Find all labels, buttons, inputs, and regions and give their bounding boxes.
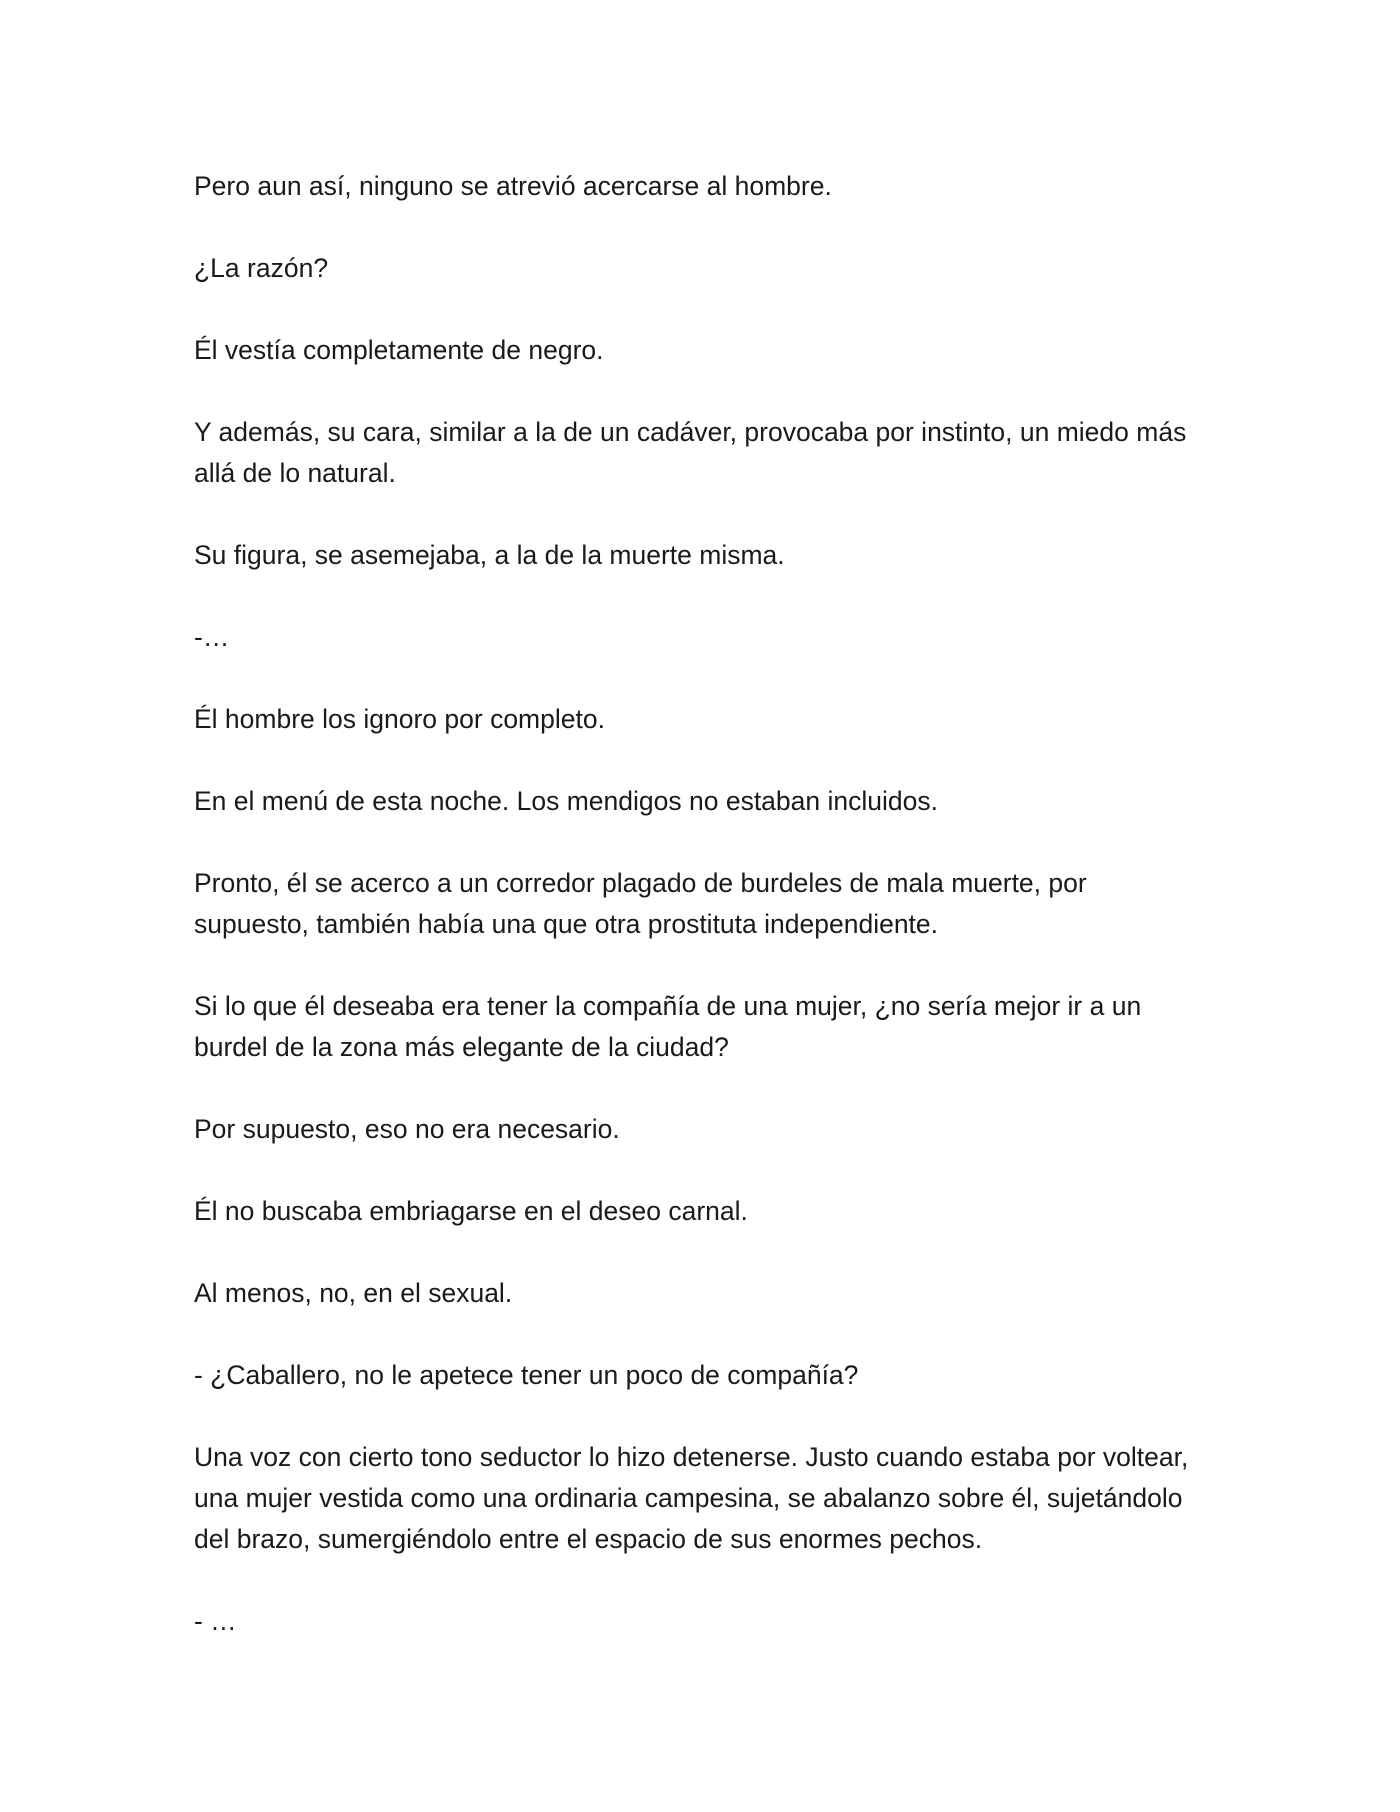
paragraph: Una voz con cierto tono seductor lo hizo detenerse. Justo cuando estaba por voltear, una mujer vestida como una ordinaria campesina, se abalanzo sobre él, sujetándolo del brazo, sumergiéndolo entre el espacio de sus enormes pechos. xyxy=(194,1442,1189,1554)
paragraph: Pronto, él se acerco a un corredor plagado de burdeles de mala muerte, por supuesto, también había una que otra prostituta independiente. xyxy=(194,868,1087,939)
paragraph: Al menos, no, en el sexual. xyxy=(194,1278,513,1308)
paragraph: - ¿Caballero, no le apetece tener un poco de compañía? xyxy=(194,1360,859,1390)
paragraph: Y además, su cara, similar a la de un cadáver, provocaba por instinto, un miedo más allá de lo natural. xyxy=(194,417,1187,488)
paragraph: En el menú de esta noche. Los mendigos no estaban incluidos. xyxy=(194,786,938,816)
paragraph: -… xyxy=(194,622,230,652)
paragraph: Su figura, se asemejaba, a la de la muerte misma. xyxy=(194,540,785,570)
paragraph: Él hombre los ignoro por completo. xyxy=(194,704,605,734)
paragraph: Por supuesto, eso no era necesario. xyxy=(194,1114,620,1144)
paragraph: Él no buscaba embriagarse en el deseo carnal. xyxy=(194,1196,748,1226)
paragraph: Si lo que él deseaba era tener la compañía de una mujer, ¿no sería mejor ir a un burdel de la zona más elegante de la ciudad? xyxy=(194,991,1142,1062)
paragraph: Él vestía completamente de negro. xyxy=(194,335,604,365)
paragraph: ¿La razón? xyxy=(194,253,329,283)
paragraph: Pero aun así, ninguno se atrevió acercarse al hombre. xyxy=(194,171,832,201)
paragraph: - … xyxy=(194,1606,237,1636)
document-body xyxy=(194,166,1204,1683)
